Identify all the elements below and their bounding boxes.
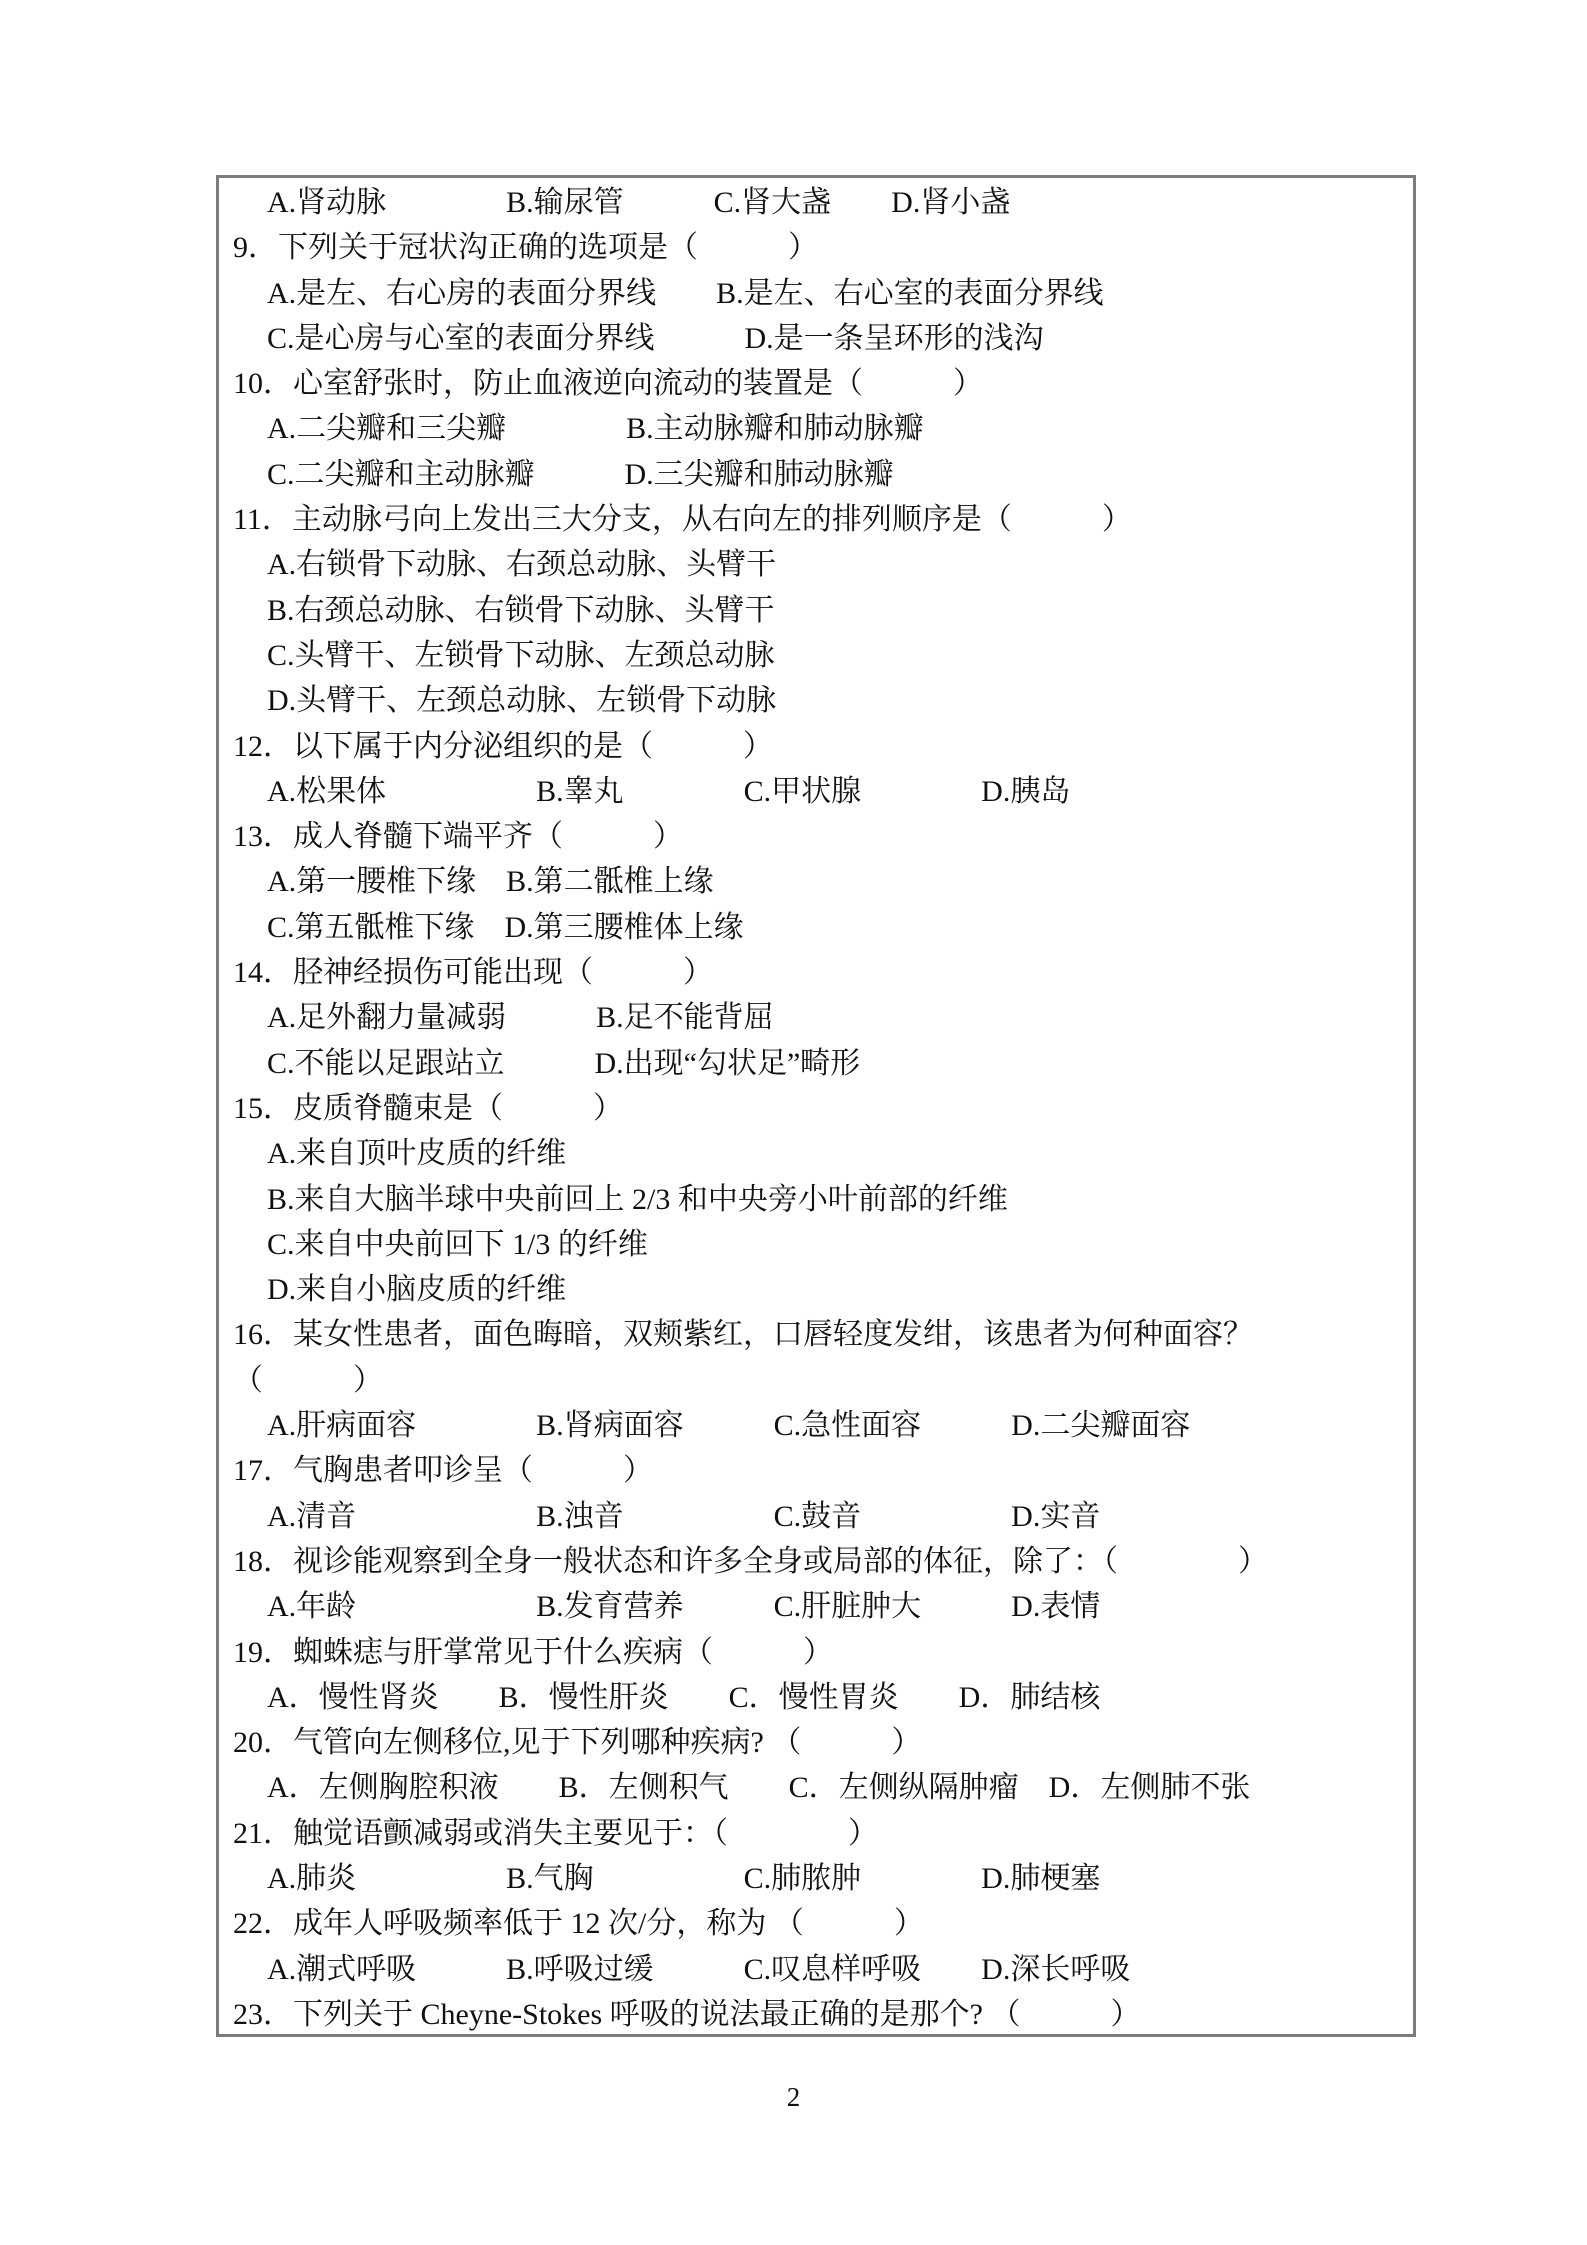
option-row: C.来自中央前回下 1/3 的纤维 <box>267 1227 648 1261</box>
question-line: 22．成年人呼吸频率低于 12 次/分，称为 （ ） <box>233 1907 924 1941</box>
page-number: 2 <box>786 2082 801 2112</box>
option-row: A．左侧胸腔积液 B．左侧积气 C．左侧纵隔肿瘤 D．左侧肺不张 <box>267 1771 1251 1805</box>
option-row: A.肝病面容 B.肾病面容 C.急性面容 D.二尖瓣面容 <box>267 1409 1191 1443</box>
answer-blank-line: （ ） <box>233 1363 383 1397</box>
question-line: 21．触觉语颤减弱或消失主要见于：（ ） <box>233 1816 878 1850</box>
option-row: A.第一腰椎下缘 B.第二骶椎上缘 <box>267 865 714 899</box>
option-row: A.清音 B.浊音 C.鼓音 D.实音 <box>267 1499 1101 1533</box>
question-line: 14．胫神经损伤可能出现（ ） <box>233 956 713 990</box>
option-row: D.来自小脑皮质的纤维 <box>267 1273 567 1307</box>
option-row: A.年龄 B.发育营养 C.肝脏肿大 D.表情 <box>267 1590 1101 1624</box>
option-row: A.肺炎 B.气胸 C.肺脓肿 D.肺梗塞 <box>267 1861 1101 1895</box>
option-row: B.来自大脑半球中央前回上 2/3 和中央旁小叶前部的纤维 <box>267 1182 1008 1216</box>
option-row: A.右锁骨下动脉、右颈总动脉、头臂干 <box>267 548 777 582</box>
option-row: A.足外翻力量减弱 B.足不能背屈 <box>267 1001 774 1035</box>
option-row: A.二尖瓣和三尖瓣 B.主动脉瓣和肺动脉瓣 <box>267 412 924 446</box>
option-row: B.右颈总动脉、右锁骨下动脉、头臂干 <box>267 593 775 627</box>
question-line: 11．主动脉弓向上发出三大分支，从右向左的排列顺序是（ ） <box>233 503 1132 537</box>
question-line: 12．以下属于内分泌组织的是（ ） <box>233 729 773 763</box>
question-line: 20．气管向左侧移位,见于下列哪种疾病? （ ） <box>233 1726 922 1760</box>
question-line: 19．蜘蛛痣与肝掌常见于什么疾病（ ） <box>233 1635 833 1669</box>
question-line: 15．皮质脊髓束是（ ） <box>233 1091 623 1125</box>
page-footer <box>0 2082 1587 2113</box>
question-line: 17．气胸患者叩诊呈（ ） <box>233 1454 653 1488</box>
question-line: 23．下列关于 Cheyne-Stokes 呼吸的说法最正确的是那个? （ ） <box>233 1997 1141 2031</box>
option-row: C.第五骶椎下缘 D.第三腰椎体上缘 <box>267 910 744 944</box>
option-row: A.肾动脉 B.输尿管 C.肾大盏 D.肾小盏 <box>267 186 1011 219</box>
option-row: C.二尖瓣和主动脉瓣 D.三尖瓣和肺动脉瓣 <box>267 457 894 491</box>
question-line: 16．某女性患者，面色晦暗，双颊紫红，口唇轻度发绀，该患者为何种面容？ <box>233 1318 1253 1352</box>
question-line: 18．视诊能观察到全身一般状态和许多全身或局部的体征，除了：（ ） <box>233 1544 1268 1578</box>
question-line: 9．下列关于冠状沟正确的选项是（ ） <box>233 231 818 265</box>
option-row: A.来自顶叶皮质的纤维 <box>267 1137 567 1171</box>
option-row: C.是心房与心室的表面分界线 D.是一条呈环形的浅沟 <box>267 321 1044 355</box>
option-row: A．慢性肾炎 B．慢性肝炎 C．慢性胃炎 D．肺结核 <box>267 1680 1101 1714</box>
question-sheet <box>216 175 1416 2037</box>
option-row: C.头臂干、左锁骨下动脉、左颈总动脉 <box>267 638 775 672</box>
question-line: 13．成人脊髓下端平齐（ ） <box>233 820 683 854</box>
option-row: A.是左、右心房的表面分界线 B.是左、右心室的表面分界线 <box>267 276 1104 310</box>
question-line: 10．心室舒张时，防止血液逆向流动的装置是（ ） <box>233 367 983 401</box>
option-row: A.松果体 B.睾丸 C.甲状腺 D.胰岛 <box>267 774 1071 808</box>
option-row: A.潮式呼吸 B.呼吸过缓 C.叹息样呼吸 D.深长呼吸 <box>267 1952 1131 1986</box>
option-row: D.头臂干、左颈总动脉、左锁骨下动脉 <box>267 684 777 718</box>
option-row: C.不能以足跟站立 D.出现“勾状足”畸形 <box>267 1046 861 1080</box>
